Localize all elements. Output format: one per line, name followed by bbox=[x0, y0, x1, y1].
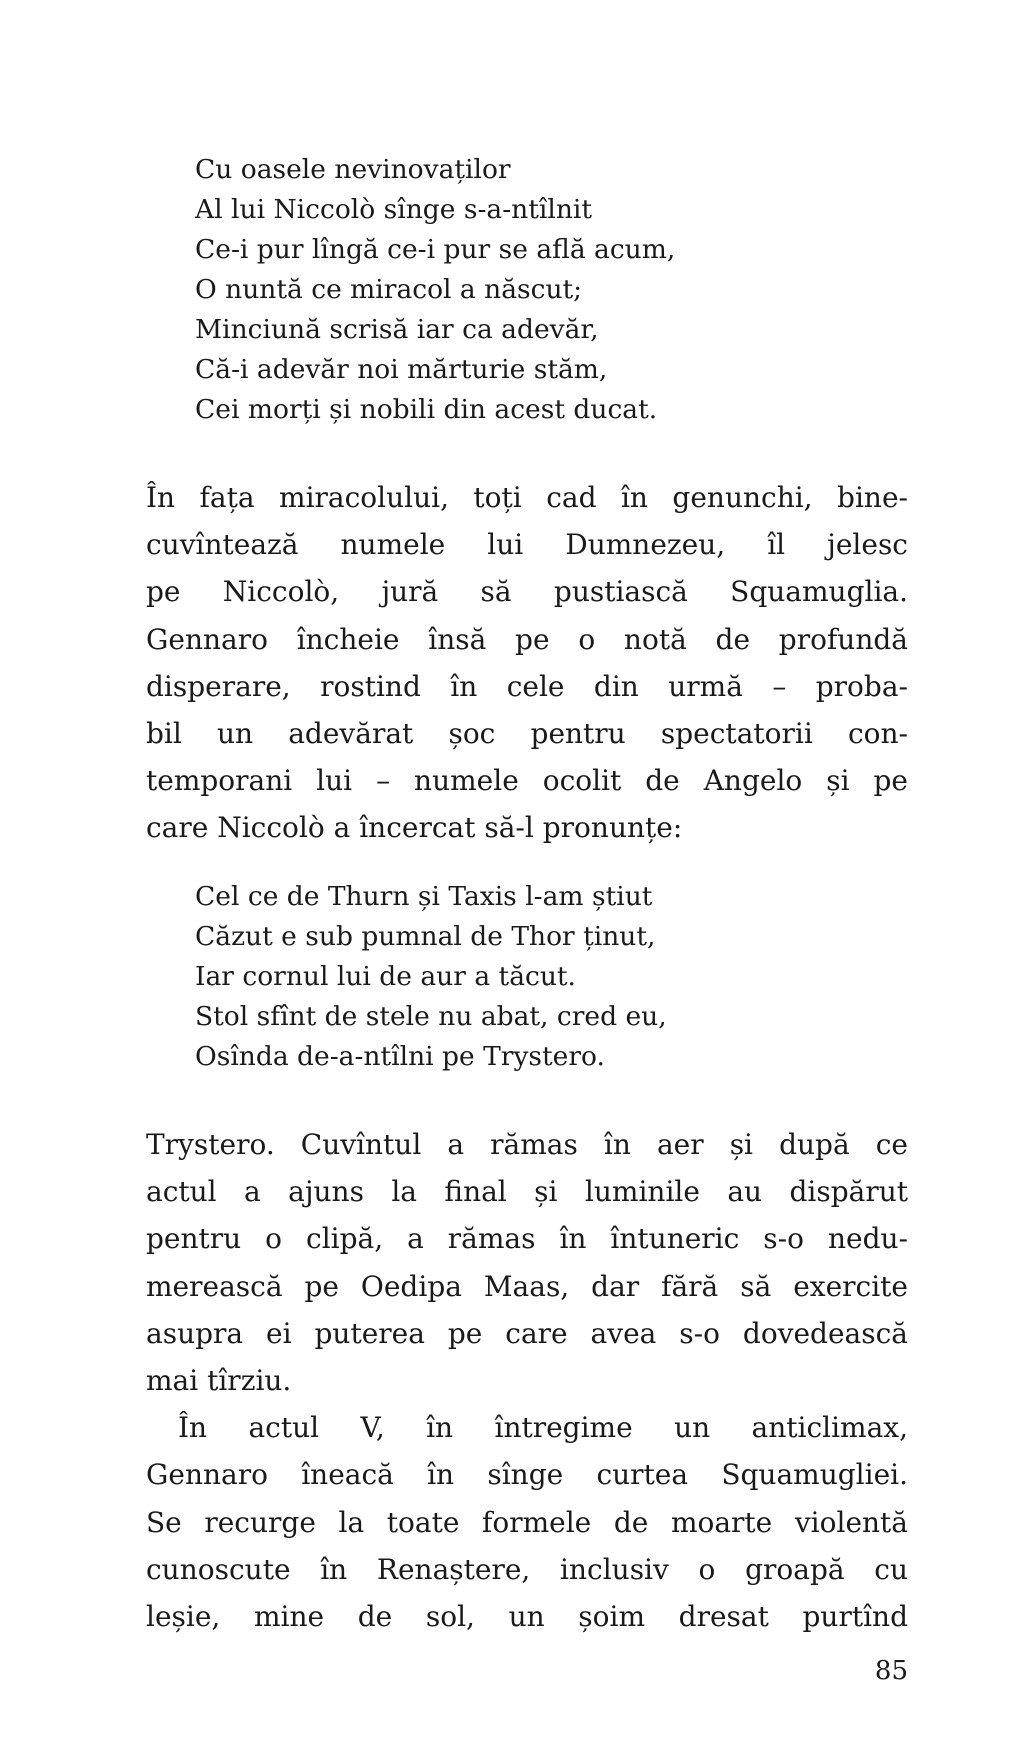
text-line: mai tîrziu. bbox=[146, 1364, 292, 1398]
verse-line: Ce-i pur lîngă ce-i pur se află acum, bbox=[195, 234, 676, 265]
verse-line: O nuntă ce miracol a născut; bbox=[195, 274, 583, 305]
verse-line: Căzut e sub pumnal de Thor ținut, bbox=[195, 921, 656, 952]
text-line: leșie, mine de sol, un șoim dresat purtînd bbox=[146, 1600, 908, 1634]
verse-line: Că-i adevăr noi mărturie stăm, bbox=[195, 354, 608, 385]
text-line: cuvîntează numele lui Dumnezeu, îl jelesc bbox=[146, 528, 908, 562]
text-line: temporani lui – numele ocolit de Angelo și pe bbox=[146, 764, 908, 798]
verse-line: Cel ce de Thurn și Taxis l-am știut bbox=[195, 881, 653, 912]
verse-line: Al lui Niccolò sînge s-a-ntîlnit bbox=[195, 194, 593, 225]
page-number: 85 bbox=[874, 1656, 908, 1686]
paragraphs-2-3 bbox=[146, 1121, 908, 1640]
text-line: bil un adevărat șoc pentru spectatorii con- bbox=[146, 717, 908, 751]
text-line: disperare, rostind în cele din urmă – proba- bbox=[146, 669, 908, 703]
text-line: pe Niccolò, jură să pustiască Squamuglia. bbox=[146, 575, 908, 609]
verse-line: Cu oasele nevinovaților bbox=[195, 154, 511, 185]
text-line: actul a ajuns la final și luminile au dispărut bbox=[146, 1175, 908, 1209]
text-line: Gennaro îneacă în sînge curtea Squamugliei. bbox=[146, 1458, 908, 1492]
text-line: asupra ei puterea pe care avea s-o dovedească bbox=[146, 1316, 908, 1350]
text-line: merească pe Oedipa Maas, dar fără să exercite bbox=[146, 1269, 908, 1303]
text-line: În actul V, în întregime un anticlimax, bbox=[178, 1411, 908, 1445]
text-line: Gennaro încheie însă pe o notă de profundă bbox=[146, 622, 908, 656]
text-line: pentru o clipă, a rămas în întuneric s-o nedu- bbox=[146, 1222, 908, 1256]
paragraph-1 bbox=[146, 474, 908, 852]
text-line: Se recurge la toate formele de moarte violentă bbox=[146, 1505, 908, 1539]
text-line: cunoscute în Renaștere, inclusiv o groapă cu bbox=[146, 1552, 908, 1586]
verse-line: Iar cornul lui de aur a tăcut. bbox=[195, 961, 576, 992]
verse-line: Stol sfînt de stele nu abat, cred eu, bbox=[195, 1001, 667, 1032]
verse-line: Osînda de-a-ntîlni pe Trystero. bbox=[195, 1041, 605, 1072]
text-line: care Niccolò a încercat să-l pronunțe: bbox=[146, 811, 683, 845]
verse-stanza-1 bbox=[195, 150, 675, 430]
text-line: În fața miracolului, toți cad în genunchi, bine- bbox=[146, 481, 908, 514]
verse-line: Cei morți și nobili din acest ducat. bbox=[195, 394, 658, 425]
verse-stanza-2 bbox=[195, 877, 667, 1077]
text-line: Trystero. Cuvîntul a rămas în aer și după ce bbox=[146, 1128, 908, 1161]
verse-line: Minciună scrisă iar ca adevăr, bbox=[195, 314, 599, 345]
